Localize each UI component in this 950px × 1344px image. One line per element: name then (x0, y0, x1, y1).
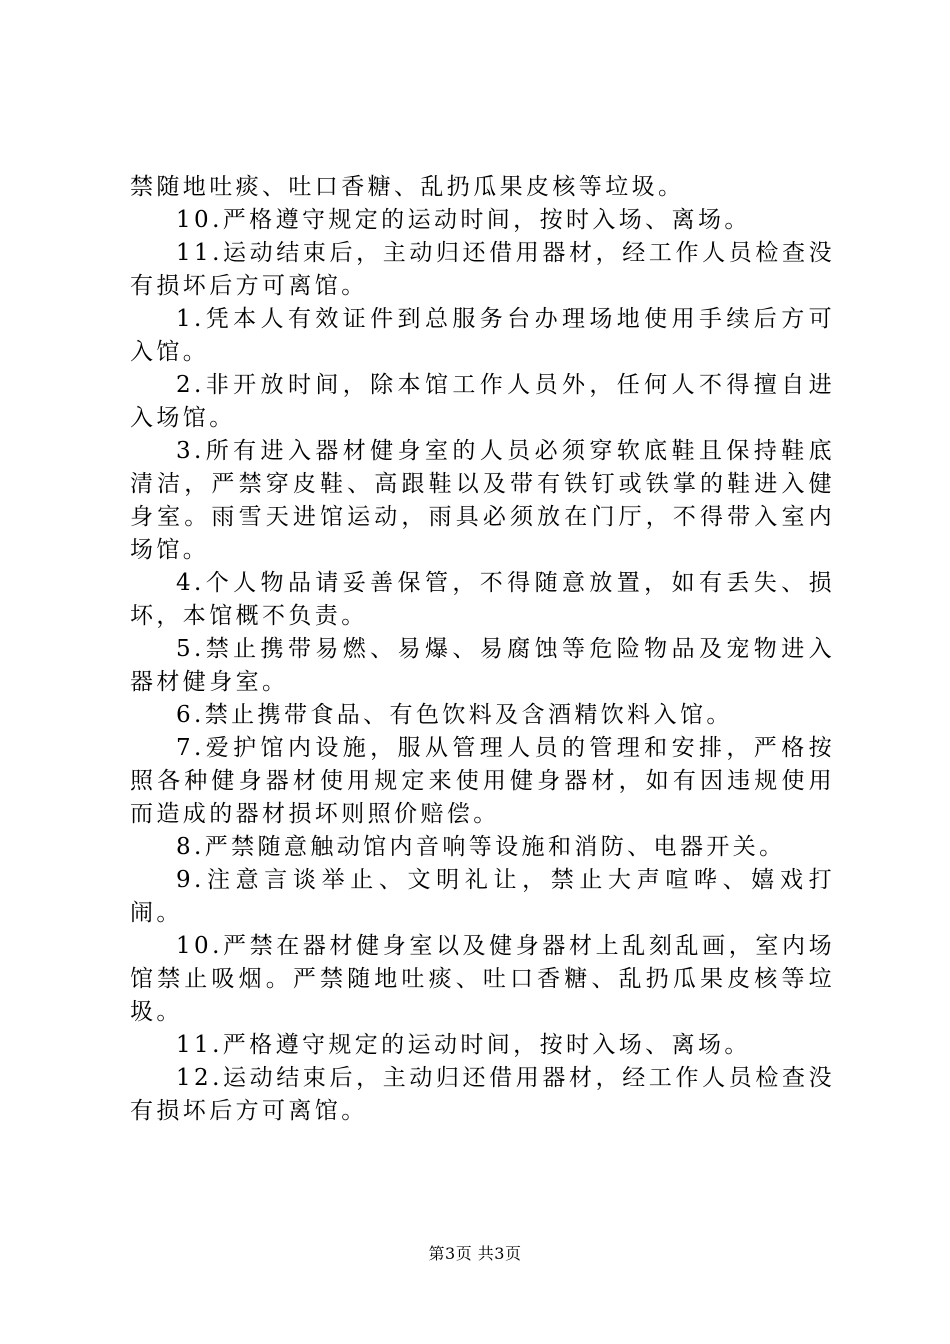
rule-12: 12.运动结束后，主动归还借用器材，经工作人员检查没有损坏后方可离馆。 (130, 1065, 835, 1124)
rule-11-b: 11.严格遵守规定的运动时间，按时入场、离场。 (176, 1032, 751, 1058)
rule-1: 1.凭本人有效证件到总服务台办理场地使用手续后方可入馆。 (130, 306, 835, 365)
rule-11-a: 11.运动结束后，主动归还借用器材，经工作人员检查没有损坏后方可离馆。 (130, 240, 835, 299)
document-body (130, 171, 835, 1128)
paragraph-continuation: 禁随地吐痰、吐口香糖、乱扔瓜果皮核等垃圾。 (130, 174, 685, 200)
rule-9: 9.注意言谈举止、文明礼让，禁止大声喧哗、嬉戏打闹。 (130, 867, 835, 926)
rule-10-b: 10.严禁在器材健身室以及健身器材上乱刻乱画，室内场馆禁止吸烟。严禁随地吐痰、吐口香糖、乱扔瓜果皮核等垃圾。 (130, 933, 835, 1025)
rule-10-a: 10.严格遵守规定的运动时间，按时入场、离场。 (176, 207, 751, 233)
rule-3: 3.所有进入器材健身室的人员必须穿软底鞋且保持鞋底清洁，严禁穿皮鞋、高跟鞋以及带有铁钉或铁掌的鞋进入健身室。雨雪天进馆运动，雨具必须放在门厅，不得带入室内场馆。 (130, 438, 835, 563)
rule-5: 5.禁止携带易燃、易爆、易腐蚀等危险物品及宠物进入器材健身室。 (130, 636, 835, 695)
rule-8: 8.严禁随意触动馆内音响等设施和消防、电器开关。 (176, 834, 786, 860)
rule-7: 7.爱护馆内设施，服从管理人员的管理和安排，严格按照各种健身器材使用规定来使用健身器材，如有因违规使用而造成的器材损坏则照价赔偿。 (130, 735, 835, 827)
page-footer: 第3页 共3页 (428, 1244, 522, 1263)
rule-2: 2.非开放时间，除本馆工作人员外，任何人不得擅自进入场馆。 (130, 372, 835, 431)
rule-6: 6.禁止携带食品、有色饮料及含酒精饮料入馆。 (176, 702, 733, 728)
rule-4: 4.个人物品请妥善保管，不得随意放置，如有丢失、损坏，本馆概不负责。 (130, 570, 835, 629)
